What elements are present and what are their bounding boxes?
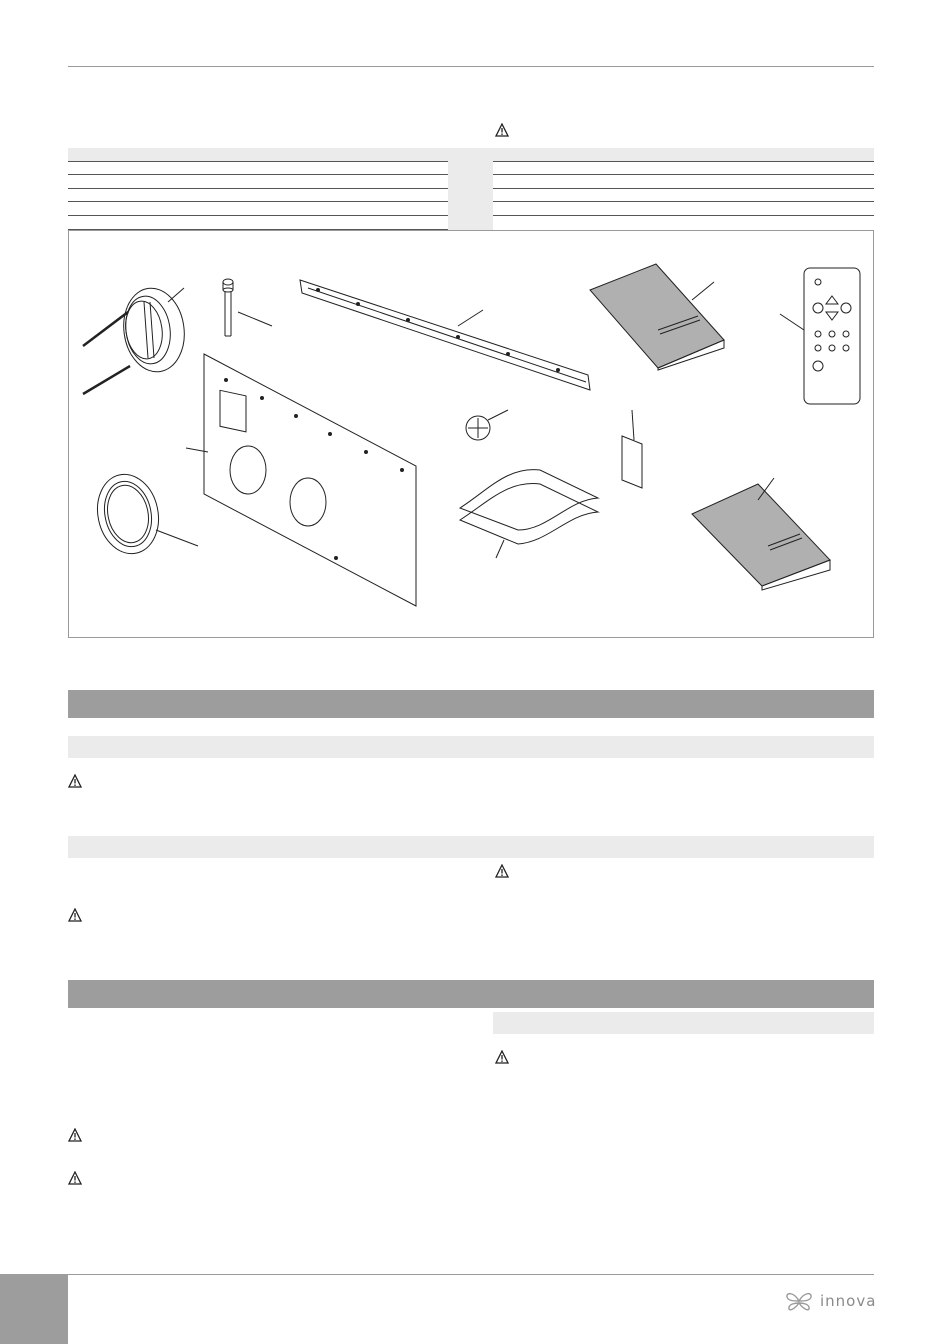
components-illustration <box>68 230 874 638</box>
page-tab <box>0 1274 68 1344</box>
section-bar <box>68 980 874 1008</box>
table-row <box>493 188 874 189</box>
subsection-bar <box>493 1012 874 1034</box>
warning-icon <box>68 908 82 922</box>
warning-icon <box>495 864 509 878</box>
table-row <box>68 215 448 216</box>
innova-butterfly-logo-icon <box>784 1288 814 1316</box>
table-header-left <box>68 148 448 161</box>
warning-icon <box>68 1128 82 1142</box>
subsection-bar <box>68 836 874 858</box>
warning-icon <box>495 123 509 137</box>
brand-name: innova <box>820 1292 877 1310</box>
table-row <box>68 188 448 189</box>
table-row <box>493 161 874 162</box>
warning-icon <box>68 1171 82 1185</box>
footer-rule <box>68 1274 874 1275</box>
table-row <box>68 174 448 175</box>
table-gap <box>448 148 493 230</box>
table-row <box>493 201 874 202</box>
table-row <box>493 215 874 216</box>
warning-icon <box>495 1050 509 1064</box>
table-header-right <box>493 148 874 161</box>
subsection-bar <box>68 736 874 758</box>
table-row <box>68 201 448 202</box>
table-row <box>493 174 874 175</box>
header-rule <box>68 66 874 67</box>
table-row <box>68 161 448 162</box>
warning-icon <box>68 774 82 788</box>
section-bar <box>68 690 874 718</box>
